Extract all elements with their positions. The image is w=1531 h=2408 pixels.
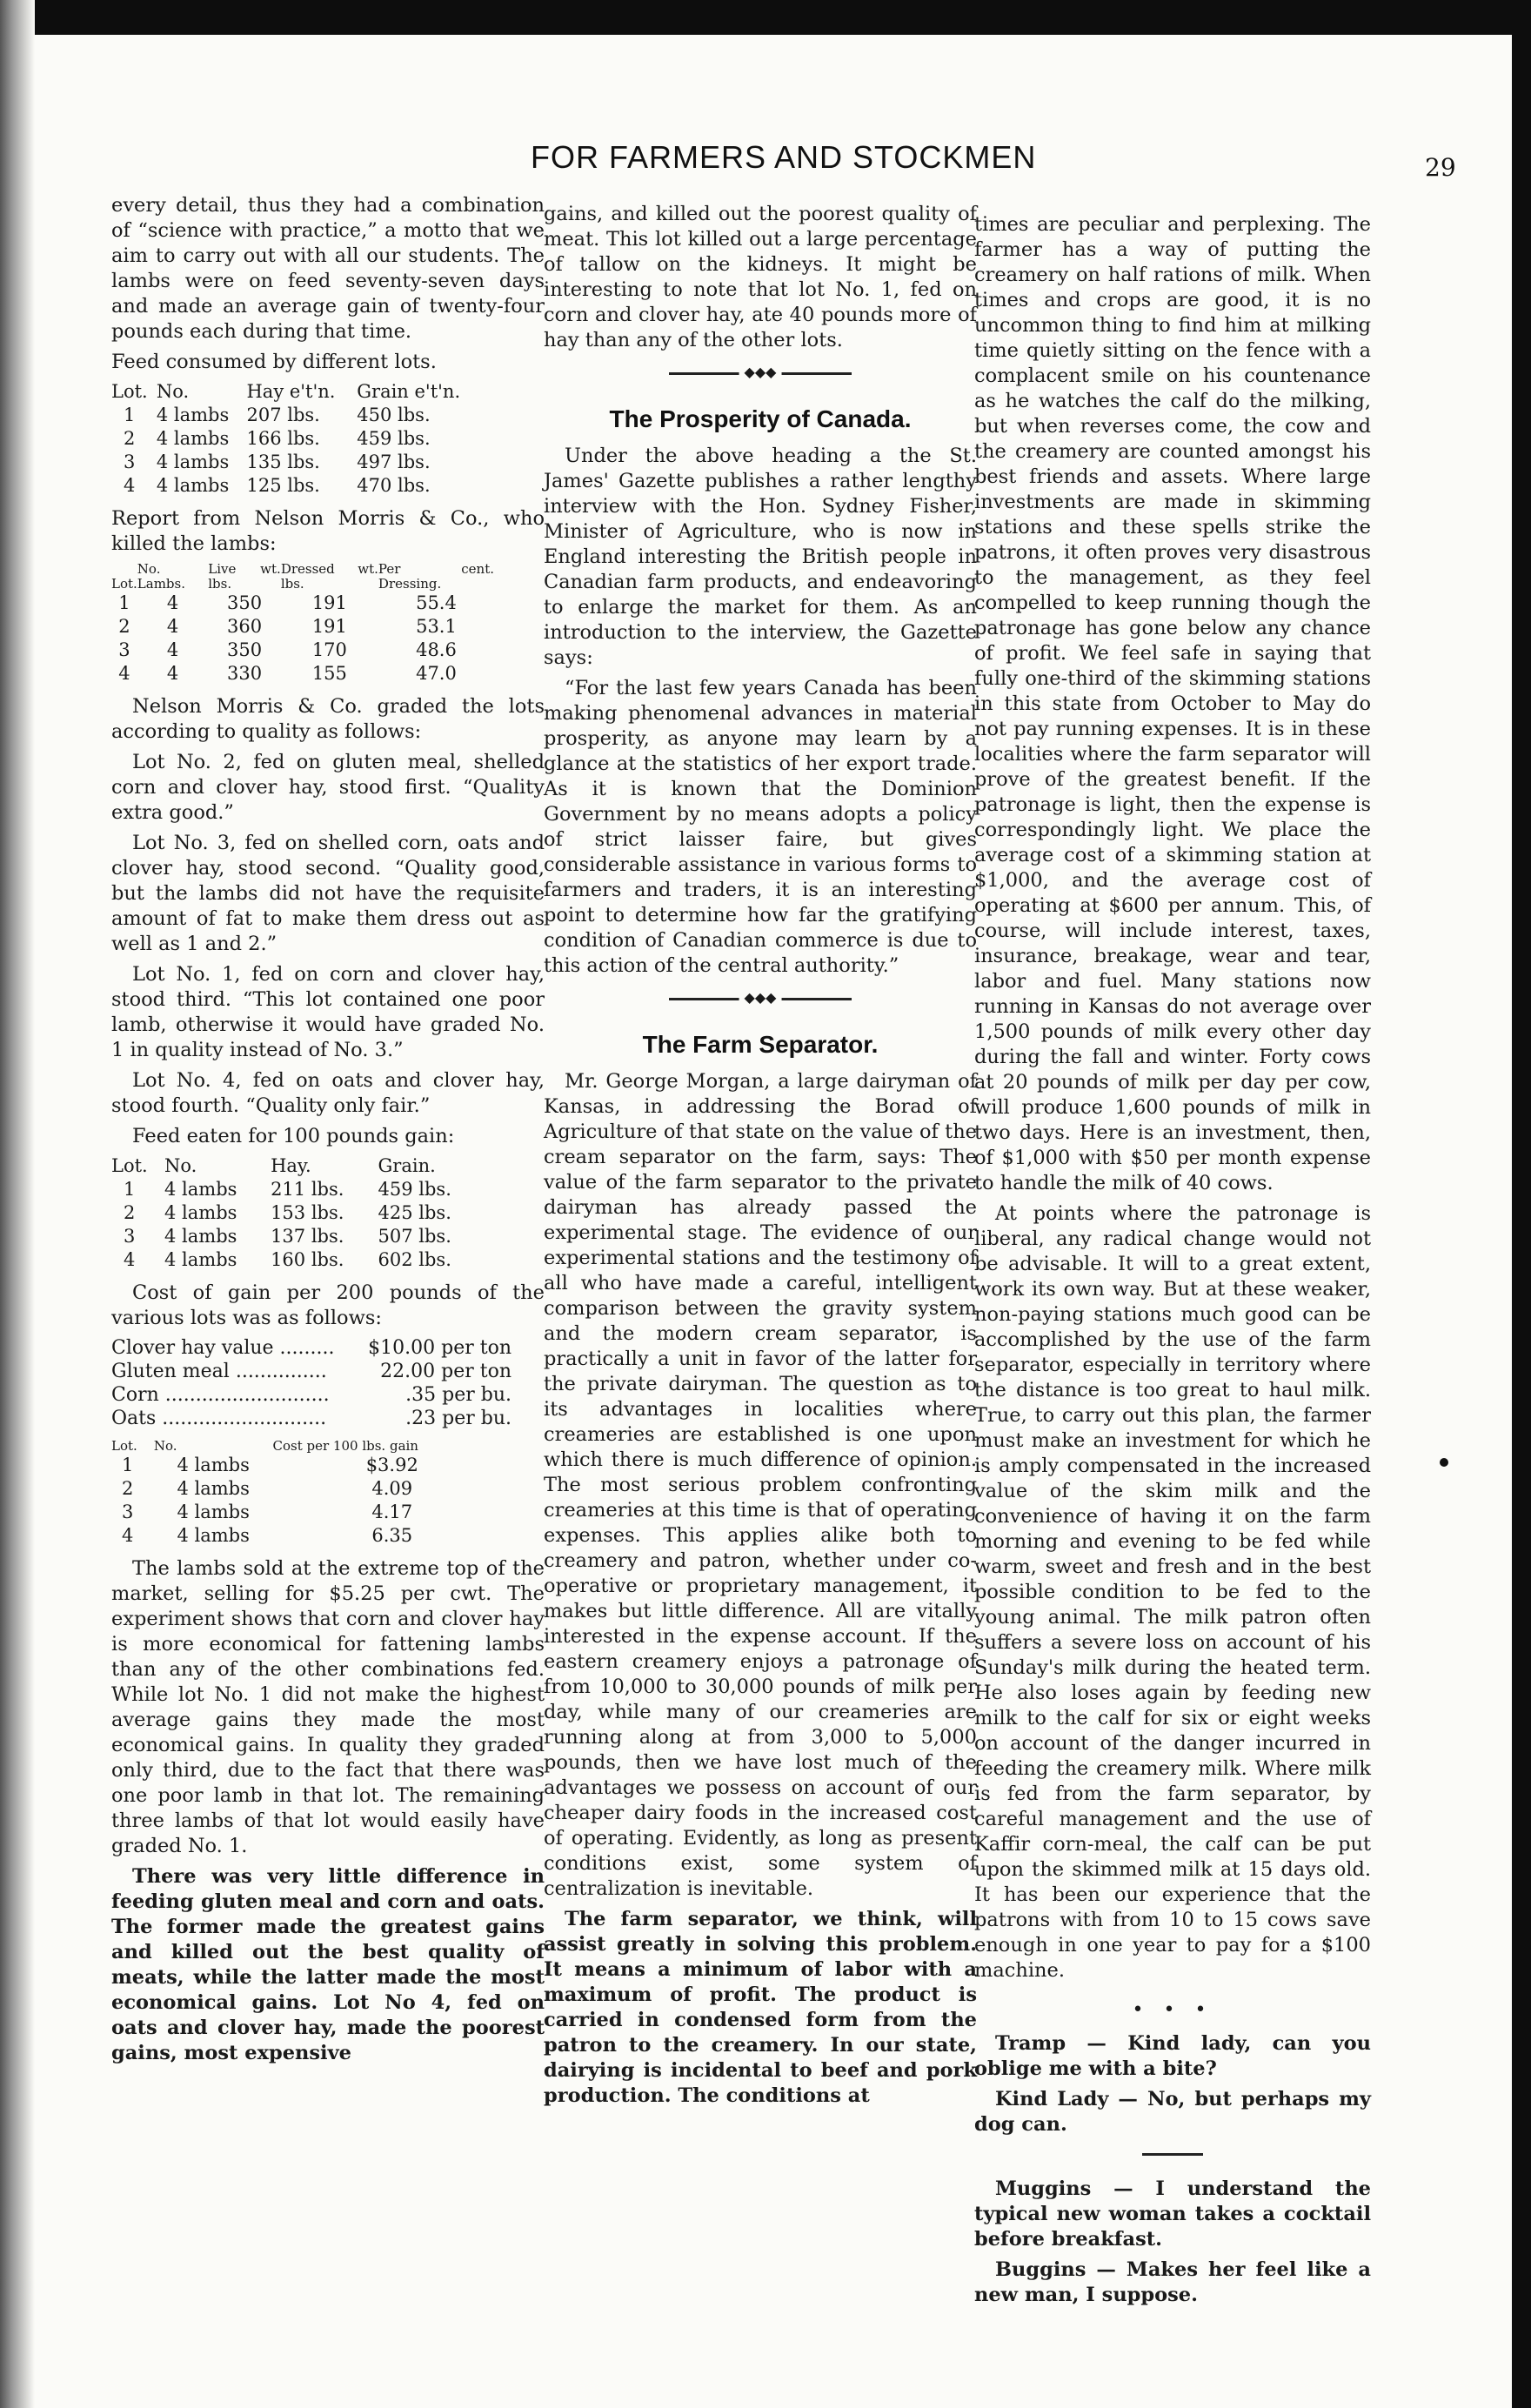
column-1 [111, 193, 545, 2071]
page-header: FOR FARMERS AND STOCKMEN [531, 139, 1037, 175]
table-row: 4 4 lambs 160 lbs. 602 lbs. [124, 1249, 451, 1270]
table-row: 2 4 360 191 53.1 [118, 616, 457, 637]
table-header: No. [153, 1438, 177, 1454]
ornament-icon: ◆◆◆ [739, 364, 782, 381]
scan-right-border [1512, 0, 1531, 2408]
section-divider [1142, 2153, 1203, 2164]
joke-line: Kind Lady — No, but perhaps my dog can. [974, 2088, 1371, 2136]
gain-table [111, 1154, 485, 1272]
table-header: Lot. [111, 381, 148, 402]
paragraph: Mr. George Morgan, a large dairyman of Kansas, in addressing the Borad of Agriculture of that state on the value of the cream separator on the farm, says: The value of the farm separator to the private dairyman has already passed the experimental stage. The evidence of our experimental stations and the testimony of all who have made a careful, intelligent comparison between the gravity system and the modern cream separator, is practically a unit in favor of the latter for the private dairyman. The question as to its advantages in localities where creameries are established is one upon which there is much difference of opinion. The most serious problem confronting creameries at this time is that of operating expenses. This applies alike both to creamery and patron, whether under co-operative or proprietary management, it makes but little difference. All are vitally interested in the expense account. If the eastern creamery enjoys a patronage of from 10,000 to 30,000 pounds of milk per day, while many of our creameries are running along at from 3,000 to 5,000 pounds, then we have lost much of the advantages we possess on account of our cheaper dairy foods in the increased cost of operating. Evidently, as long as present conditions exist, some system of centralization is inevitable. [544, 1070, 977, 1900]
table-header: No. [156, 381, 190, 402]
section-divider [669, 364, 852, 384]
table-row: 2 4 lambs 4.09 [122, 1478, 413, 1499]
joke-line: Buggins — Makes her feel like a new man, I suppose. [974, 2258, 1371, 2306]
table-row: 1 4 lambs $3.92 [122, 1455, 418, 1475]
paragraph: times are peculiar and perplexing. The farmer has a way of putting the creamery on half rations of milk. When times and crops are good, it is no uncommon thing to find him at milking time quietly sitting on the fence with a complacent smile on his countenance as he watches the calf do the milking, but when reverses come, the cow and the creamery are counted amongst his best friends and assets. Where large investments are made in skimming stations and these spells strike the patrons, it often proves very disastrous to the management, as they feel compelled to keep running though the patronage has gone below any chance of profit. We feel safe in saying that fully one-third of the skimming stations in this state from October to May do not pay running expenses. It is in these localities where the farm separator will prove of the greatest benefit. If the patronage is light, then the expense is correspondingly light. We place the average cost of a skimming station at $1,000, and the average cost of operating at $600 per annum. This, of course, will include interest, taxes, insurance, breakage, wear and tear, labor and fuel. Many stations now running in Kansas do not average over 1,500 pounds of milk every other day during the fall and winter. Forty cows at 20 pounds of milk per day per cow, will produce 1,600 pounds of milk in two days. Here is an investment, then, of $1,000 with $50 per month expense to handle the milk of 40 cows. [974, 213, 1371, 1194]
table-header: Hay e't'n. [246, 381, 336, 402]
paragraph: Lot No. 2, fed on gluten meal, shelled corn and clover hay, stood first. “Quality extra good.” [111, 751, 545, 824]
report-intro: Report from Nelson Morris & Co., who killed the lambs: [111, 507, 545, 555]
paragraph: “For the last few years Canada has been making phenomenal advances in material prosperity, as anyone may learn by a glance at the statistics of her export trade. As it is known that the Dominion Government by no means adopts a policy of strict laisser faire, but gives considerable assistance in various forms to farmers and traders, it is an interesting point to determine how far the gratifying condition of Canadian commerce is due to this action of the central authority.” [544, 677, 977, 977]
price-list [111, 1336, 511, 1430]
table-header: Grain. [378, 1155, 436, 1176]
column-3 [974, 212, 1371, 2313]
paragraph: Lot No. 3, fed on shelled corn, oats and clover hay, stood second. “Quality good, but the lambs did not have the requisite amount of fat to make them dress out as well as 1 and 2.” [111, 832, 545, 955]
table-header: Lot. [111, 1155, 148, 1176]
scan-speck [1440, 1458, 1448, 1467]
paragraph: The lambs sold at the extreme top of the market, selling for $5.25 per cwt. The experiment shows that corn and clover hay is more economical for fattening lambs than any of the other combinations fed. While lot No. 1 did not make the highest average gains they made the most economical gains. In quality they graded only third, due to the fact that there was one poor lamb in that lot. The remaining three lambs of that lot would easily have graded No. 1. [111, 1557, 545, 1857]
paragraph: every detail, thus they had a combination of “science with practice,” a motto that we aim to carry out with all our students. The lambs were on feed seventy-seven days and made an average gain of twenty-four pounds each during that time. [111, 194, 545, 343]
table-row: 3 4 350 170 48.6 [118, 639, 457, 660]
table-header: Lot. [111, 576, 137, 592]
table-row: 1 4 350 191 55.4 [118, 592, 457, 613]
table-header: Grain e't'n. [357, 381, 461, 402]
table-header: No. [164, 1155, 197, 1176]
article-heading: The Prosperity of Canada. [609, 405, 912, 432]
table-row: 1 4 lambs 211 lbs. 459 lbs. [124, 1179, 451, 1200]
table-row: 3 4 lambs 135 lbs. 497 lbs. [124, 452, 431, 472]
paragraph: The farm separator, we think, will assist greatly in solving this problem. It means a minimum of labor with a maximum of profit. The product is carried in condensed form from the patron to the creamery. In our state, dairying is incidental to beef and pork production. The conditions at [544, 1908, 977, 2107]
cost-intro: Cost of gain per 200 pounds of the various lots was as follows: [111, 1281, 545, 1329]
paragraph: Nelson Morris & Co. graded the lots according to quality as follows: [111, 695, 545, 743]
section-divider [669, 989, 852, 1009]
scan-top-border [0, 0, 1531, 35]
scan-binding-shadow [0, 0, 35, 2408]
table-header: Cost per 100 lbs. gain [272, 1438, 418, 1454]
table-row: Corn ........................... .35 per bu. [111, 1384, 511, 1406]
ornament-icon: ◆◆◆ [739, 989, 782, 1007]
gain-intro: Feed eaten for 100 pounds gain: [132, 1125, 455, 1147]
table-row: 2 4 lambs 153 lbs. 425 lbs. [124, 1202, 451, 1223]
paragraph: At points where the patronage is liberal, any radical change would not be advisable. It will to a great extent, work its own way. But at these weaker, non-paying stations much good can be accomplished by the use of the farm separator, especially in territory where the distance is too great to haul milk. True, to carry out this plan, the farmer must make an investment for which he is amply compensated in the increased value of the skim milk and the convenience of having it on the farm morning and evening to be fed while warm, sweet and fresh and in the best possible condition to be fed to the young animal. The milk patron often suffers a severe loss on account of his Sunday's milk during the heated term. He also loses again by feeding new milk to the calf for six or eight weeks on account of the danger incurred in feeding the creamery milk. Where milk is fed from the farm separator, by careful management and the use of Kaffir corn-meal, the calf can be put upon the skimmed milk at 15 days old. It has been our experience that the patrons with from 10 to 15 cows save enough in one year to pay for a $100 machine. [974, 1202, 1371, 1982]
feed-consumed-table [111, 380, 485, 498]
table-header: Per cent. Dressing. [378, 561, 494, 592]
table-header: No. Lambs. [137, 561, 185, 592]
page-number: 29 [1425, 153, 1456, 182]
table-row: 1 4 lambs 207 lbs. 450 lbs. [124, 405, 431, 425]
table-header: Lot. [111, 1438, 137, 1454]
table-row: 3 4 lambs 137 lbs. 507 lbs. [124, 1226, 451, 1247]
table-row: 2 4 lambs 166 lbs. 459 lbs. [124, 428, 431, 449]
table-row: 4 4 lambs 6.35 [122, 1525, 413, 1546]
table-row: Oats ........................... .23 per bu. [111, 1408, 511, 1429]
paragraph: gains, and killed out the poorest quality of meat. This lot killed out a large percentage of tallow on the kidneys. It might be interesting to note that lot No. 1, fed on corn and clover hay, ate 40 pounds more of hay than any of the other lots. [544, 203, 977, 351]
table-row: Clover hay value ......... $10.00 per ton [111, 1337, 511, 1359]
paragraph: There was very little difference in feeding gluten meal and corn and oats. The former made the greatest gains and killed out the best quality of meats, while the latter made the most economical gains. Lot No 4, fed on oats and clover hay, made the poorest gains, most expensive [111, 1865, 545, 2064]
table-row: 4 4 330 155 47.0 [118, 663, 457, 684]
table-row: Gluten meal ............... 22.00 per ton [111, 1361, 511, 1382]
paragraph: Under the above heading a the St. James' Gazette publishes a rather lengthy interview with the Hon. Sydney Fisher, Minister of Agriculture, who is now in England interesting the British people in Canadian farm products, and endeavoring to enlarge the market for them. As an introduction to the interview, the Gazette says: [544, 445, 977, 669]
feed-intro: Feed consumed by different lots. [111, 351, 437, 373]
joke-line: Tramp — Kind lady, can you oblige me with a bite? [974, 2032, 1371, 2080]
table-row: 4 4 lambs 125 lbs. 470 lbs. [124, 475, 431, 496]
article-heading: The Farm Separator. [642, 1031, 879, 1058]
table-header: Dressed wt. lbs. [280, 561, 378, 592]
joke-line: Muggins — I understand the typical new woman takes a cocktail before breakfast. [974, 2177, 1371, 2251]
table-header: Live wt. lbs. [208, 561, 281, 592]
table-header: Hay. [271, 1155, 311, 1176]
paragraph: Lot No. 4, fed on oats and clover hay, stood fourth. “Quality only fair.” [111, 1069, 545, 1117]
cost-table [111, 1439, 511, 1548]
column-2 [544, 202, 977, 2114]
section-divider: • • • [1132, 1999, 1213, 2021]
report-table [111, 562, 494, 686]
paragraph: Lot No. 1, fed on corn and clover hay, stood third. “This lot contained one poor lamb, otherwise it would have graded No. 1 in quality instead of No. 3.” [111, 963, 545, 1061]
table-row: 3 4 lambs 4.17 [122, 1502, 413, 1522]
